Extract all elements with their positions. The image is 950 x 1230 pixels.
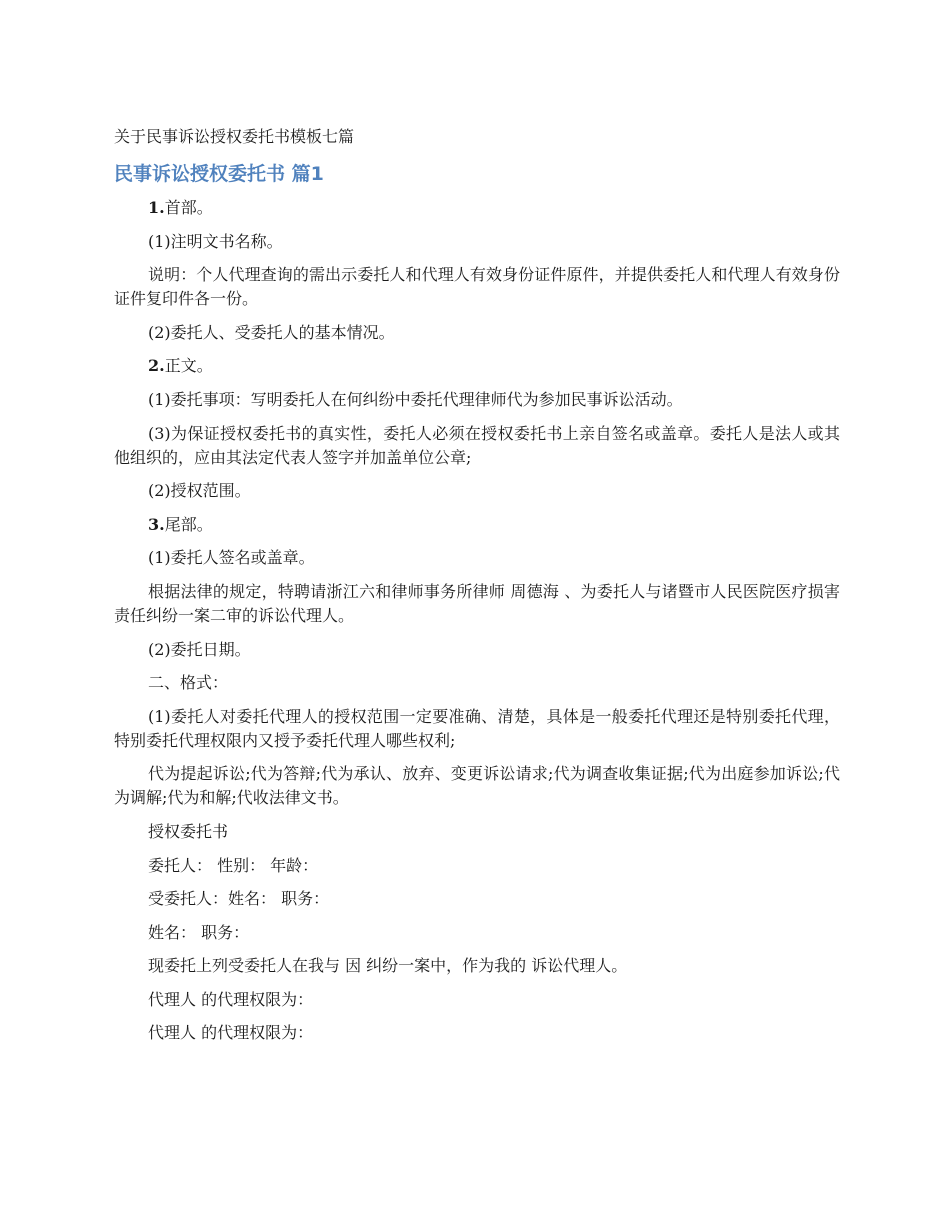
paragraph	[114, 638, 840, 662]
paragraph	[114, 546, 840, 570]
paragraph-text: 尾部。	[164, 514, 213, 534]
paragraph-text: 受委托人：姓名： 职务：	[148, 889, 330, 909]
paragraph	[114, 887, 840, 911]
paragraph-text: 代理人 的代理权限为：	[148, 989, 314, 1009]
section-heading: 民事诉讼授权委托书 篇1	[114, 163, 324, 185]
paragraph	[114, 1021, 840, 1045]
paragraph	[114, 230, 840, 254]
paragraph-text: (2)授权范围。	[148, 481, 251, 501]
paragraph	[114, 388, 840, 412]
paragraph-text: 正文。	[164, 356, 213, 376]
paragraph	[114, 854, 840, 878]
paragraph	[114, 705, 840, 753]
paragraph	[114, 988, 840, 1012]
paragraph-text: 现委托上列受委托人在我与 因 纠纷一案中，作为我的 诉讼代理人。	[148, 956, 628, 976]
paragraph-text: (1)委托事项：写明委托人在何纠纷中委托代理律师代为参加民事诉讼活动。	[148, 389, 683, 409]
paragraph	[114, 263, 840, 311]
paragraph-text: 姓名： 职务：	[148, 922, 250, 942]
paragraph-text: (3)为保证授权委托书的真实性，委托人必须在授权委托书上亲自签名或盖章。委托人是法人或其他组织的，应由其法定代表人签字并加盖单位公章;	[114, 423, 840, 467]
paragraph-number: 3.	[148, 514, 165, 534]
paragraph	[114, 513, 840, 537]
paragraph-text: 代为提起诉讼;代为答辩;代为承认、放弃、变更诉讼请求;代为调查收集证据;代为出庭参加诉讼;代为调解;代为和解;代收法律文书。	[114, 764, 840, 808]
paragraph	[114, 354, 840, 378]
document-page	[114, 124, 840, 1055]
paragraph	[114, 671, 840, 695]
paragraph-text: 代理人 的代理权限为：	[148, 1023, 314, 1043]
paragraph	[114, 580, 840, 628]
paragraph-text: 说明：个人代理查询的需出示委托人和代理人有效身份证件原件，并提供委托人和代理人有效身份证件复印件各一份。	[114, 265, 840, 309]
paragraph	[114, 762, 840, 810]
paragraph-text: (1)委托人对委托代理人的授权范围一定要准确、清楚，具体是一般委托代理还是特别委托代理，特别委托代理权限内又授予委托代理人哪些权利;	[114, 706, 840, 750]
paragraph	[114, 479, 840, 503]
paragraph-text: 授权委托书	[148, 821, 229, 841]
paragraph	[114, 422, 840, 470]
paragraph	[114, 820, 840, 844]
paragraph-number: 2.	[148, 356, 165, 376]
paragraph-number: 1.	[148, 198, 165, 217]
paragraph-text: 二、格式：	[148, 673, 229, 693]
paragraph	[114, 321, 840, 345]
paragraph	[114, 954, 840, 978]
paragraph-text: (1)注明文书名称。	[148, 231, 283, 251]
paragraph-text: (2)委托日期。	[148, 639, 251, 659]
paragraph	[114, 921, 840, 945]
paragraph-text: 根据法律的规定，特聘请浙江六和律师事务所律师 周德海 、为委托人与诸暨市人民医院医疗损害责任纠纷一案二审的诉讼代理人。	[114, 581, 840, 625]
document-title: 关于民事诉讼授权委托书模板七篇	[114, 127, 355, 146]
paragraph	[114, 196, 840, 220]
paragraph-text: 委托人： 性别： 年龄：	[148, 855, 319, 875]
paragraph-text: (2)委托人、受委托人的基本情况。	[148, 322, 395, 342]
paragraph-text: (1)委托人签名或盖章。	[148, 548, 315, 568]
paragraph-text: 首部。	[164, 198, 213, 217]
